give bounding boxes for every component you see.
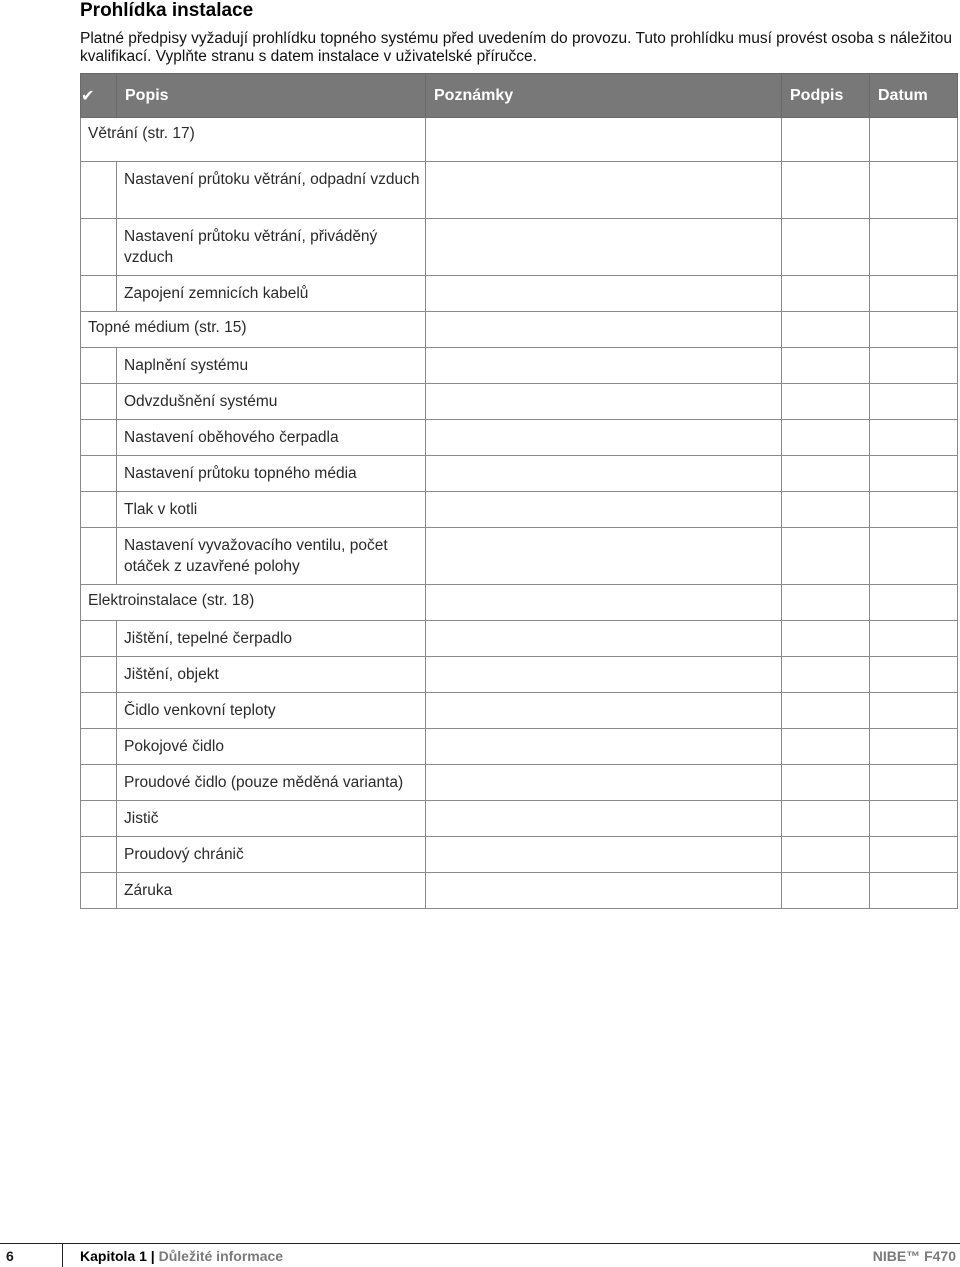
- item-description: Proudový chránič: [117, 837, 426, 873]
- signature-cell[interactable]: [782, 528, 870, 585]
- item-description: Jistič: [117, 801, 426, 837]
- item-description: Nastavení vyvažovacího ventilu, počet otáček z uzavřené polohy: [117, 528, 426, 585]
- checklist-item-row: [81, 276, 958, 312]
- checklist-item-row: [81, 621, 958, 657]
- notes-cell[interactable]: [426, 384, 782, 420]
- notes-cell[interactable]: [426, 118, 782, 162]
- signature-cell[interactable]: [782, 729, 870, 765]
- signature-cell[interactable]: [782, 621, 870, 657]
- date-cell[interactable]: [870, 765, 958, 801]
- footer-chapter-line: [80, 1248, 283, 1264]
- signature-cell[interactable]: [782, 837, 870, 873]
- check-cell[interactable]: [81, 765, 117, 801]
- item-description: Proudové čidlo (pouze měděná varianta): [117, 765, 426, 801]
- date-cell[interactable]: [870, 162, 958, 219]
- item-description: Nastavení průtoku větrání, přiváděný vzduch: [117, 219, 426, 276]
- checklist-item-row: [81, 384, 958, 420]
- date-cell[interactable]: [870, 312, 958, 348]
- checklist-item-row: [81, 528, 958, 585]
- check-cell[interactable]: [81, 657, 117, 693]
- check-cell[interactable]: [81, 528, 117, 585]
- date-column-header: Datum: [870, 74, 958, 118]
- notes-column-header: Poznámky: [426, 74, 782, 118]
- date-cell[interactable]: [870, 276, 958, 312]
- section-row: [81, 585, 958, 621]
- signature-cell[interactable]: [782, 693, 870, 729]
- check-cell[interactable]: [81, 729, 117, 765]
- check-cell[interactable]: [81, 837, 117, 873]
- notes-cell[interactable]: [426, 729, 782, 765]
- checklist-item-row: [81, 801, 958, 837]
- date-cell[interactable]: [870, 873, 958, 909]
- notes-cell[interactable]: [426, 312, 782, 348]
- date-cell[interactable]: [870, 657, 958, 693]
- notes-cell[interactable]: [426, 456, 782, 492]
- checklist-item-row: [81, 729, 958, 765]
- signature-cell[interactable]: [782, 585, 870, 621]
- check-cell[interactable]: [81, 693, 117, 729]
- date-cell[interactable]: [870, 492, 958, 528]
- notes-cell[interactable]: [426, 162, 782, 219]
- checkmark-icon: ✔: [81, 87, 95, 105]
- check-cell[interactable]: [81, 456, 117, 492]
- item-description: Nastavení průtoku větrání, odpadní vzduch: [117, 162, 426, 219]
- section-title: Elektroinstalace (str. 18): [81, 585, 426, 621]
- date-cell[interactable]: [870, 219, 958, 276]
- section-title: Topné médium (str. 15): [81, 312, 426, 348]
- checklist-item-row: [81, 837, 958, 873]
- footer-separator: |: [150, 1248, 155, 1264]
- item-description: Jištění, objekt: [117, 657, 426, 693]
- footer-divider: [62, 1244, 63, 1267]
- date-cell[interactable]: [870, 118, 958, 162]
- checklist-item-row: [81, 219, 958, 276]
- notes-cell[interactable]: [426, 765, 782, 801]
- signature-cell[interactable]: [782, 657, 870, 693]
- check-cell[interactable]: [81, 162, 117, 219]
- footer-rule: [0, 1243, 960, 1244]
- check-cell[interactable]: [81, 621, 117, 657]
- footer-brand: NIBE™ F470: [872, 1248, 956, 1264]
- notes-cell[interactable]: [426, 420, 782, 456]
- check-cell[interactable]: [81, 873, 117, 909]
- date-cell[interactable]: [870, 348, 958, 384]
- check-cell[interactable]: [81, 492, 117, 528]
- checklist-item-row: [81, 420, 958, 456]
- checklist-item-row: [81, 348, 958, 384]
- check-column-header: [81, 74, 117, 118]
- date-cell[interactable]: [870, 420, 958, 456]
- check-cell[interactable]: [81, 420, 117, 456]
- checklist-item-row: [81, 162, 958, 219]
- notes-cell[interactable]: [426, 801, 782, 837]
- check-cell[interactable]: [81, 219, 117, 276]
- notes-cell[interactable]: [426, 276, 782, 312]
- signature-cell[interactable]: [782, 873, 870, 909]
- check-cell[interactable]: [81, 384, 117, 420]
- checklist-item-row: [81, 492, 958, 528]
- item-description: Nastavení průtoku topného média: [117, 456, 426, 492]
- notes-cell[interactable]: [426, 693, 782, 729]
- notes-cell[interactable]: [426, 837, 782, 873]
- signature-cell[interactable]: [782, 456, 870, 492]
- checklist-item-row: [81, 765, 958, 801]
- date-cell[interactable]: [870, 837, 958, 873]
- date-cell[interactable]: [870, 384, 958, 420]
- signature-cell[interactable]: [782, 276, 870, 312]
- check-cell[interactable]: [81, 348, 117, 384]
- item-description: Tlak v kotli: [117, 492, 426, 528]
- section-row: [81, 312, 958, 348]
- date-cell[interactable]: [870, 528, 958, 585]
- signature-cell[interactable]: [782, 312, 870, 348]
- inspection-checklist-table: [80, 73, 958, 909]
- date-cell[interactable]: [870, 693, 958, 729]
- checklist-item-row: [81, 693, 958, 729]
- checklist-item-row: [81, 657, 958, 693]
- signature-cell[interactable]: [782, 801, 870, 837]
- notes-cell[interactable]: [426, 657, 782, 693]
- description-column-header: Popis: [117, 74, 426, 118]
- notes-cell[interactable]: [426, 348, 782, 384]
- signature-cell[interactable]: [782, 492, 870, 528]
- notes-cell[interactable]: [426, 219, 782, 276]
- item-description: Naplnění systému: [117, 348, 426, 384]
- section-row: [81, 118, 958, 162]
- item-description: Zapojení zemnicích kabelů: [117, 276, 426, 312]
- signature-cell[interactable]: [782, 118, 870, 162]
- item-description: Odvzdušnění systému: [117, 384, 426, 420]
- item-description: Jištění, tepelné čerpadlo: [117, 621, 426, 657]
- checklist-item-row: [81, 873, 958, 909]
- notes-cell[interactable]: [426, 621, 782, 657]
- signature-cell[interactable]: [782, 384, 870, 420]
- section-title: Větrání (str. 17): [81, 118, 426, 162]
- item-description: Čidlo venkovní teploty: [117, 693, 426, 729]
- table-header-row: [81, 74, 958, 118]
- footer-chapter: Kapitola 1: [80, 1248, 147, 1264]
- notes-cell[interactable]: [426, 585, 782, 621]
- signature-cell[interactable]: [782, 420, 870, 456]
- footer-section: Důležité informace: [158, 1248, 284, 1264]
- date-cell[interactable]: [870, 456, 958, 492]
- checklist-body: [81, 118, 958, 909]
- check-cell[interactable]: [81, 801, 117, 837]
- item-description: Záruka: [117, 873, 426, 909]
- page-title: Prohlídka instalace: [80, 0, 254, 21]
- signature-cell[interactable]: [782, 348, 870, 384]
- intro-paragraph: Platné předpisy vyžadují prohlídku topného systému před uvedením do provozu. Tuto prohlídku musí provést osoba s náležitou kvalifikací. Vyplňte stranu s datem instalace v uživatelské příručce.: [80, 30, 952, 65]
- signature-cell[interactable]: [782, 219, 870, 276]
- date-cell[interactable]: [870, 729, 958, 765]
- notes-cell[interactable]: [426, 528, 782, 585]
- signature-column-header: Podpis: [782, 74, 870, 118]
- signature-cell[interactable]: [782, 765, 870, 801]
- item-description: Pokojové čidlo: [117, 729, 426, 765]
- signature-cell[interactable]: [782, 162, 870, 219]
- notes-cell[interactable]: [426, 873, 782, 909]
- item-description: Nastavení oběhového čerpadla: [117, 420, 426, 456]
- date-cell[interactable]: [870, 801, 958, 837]
- page-number: 6: [6, 1248, 14, 1264]
- notes-cell[interactable]: [426, 492, 782, 528]
- check-cell[interactable]: [81, 276, 117, 312]
- checklist-item-row: [81, 456, 958, 492]
- date-cell[interactable]: [870, 621, 958, 657]
- date-cell[interactable]: [870, 585, 958, 621]
